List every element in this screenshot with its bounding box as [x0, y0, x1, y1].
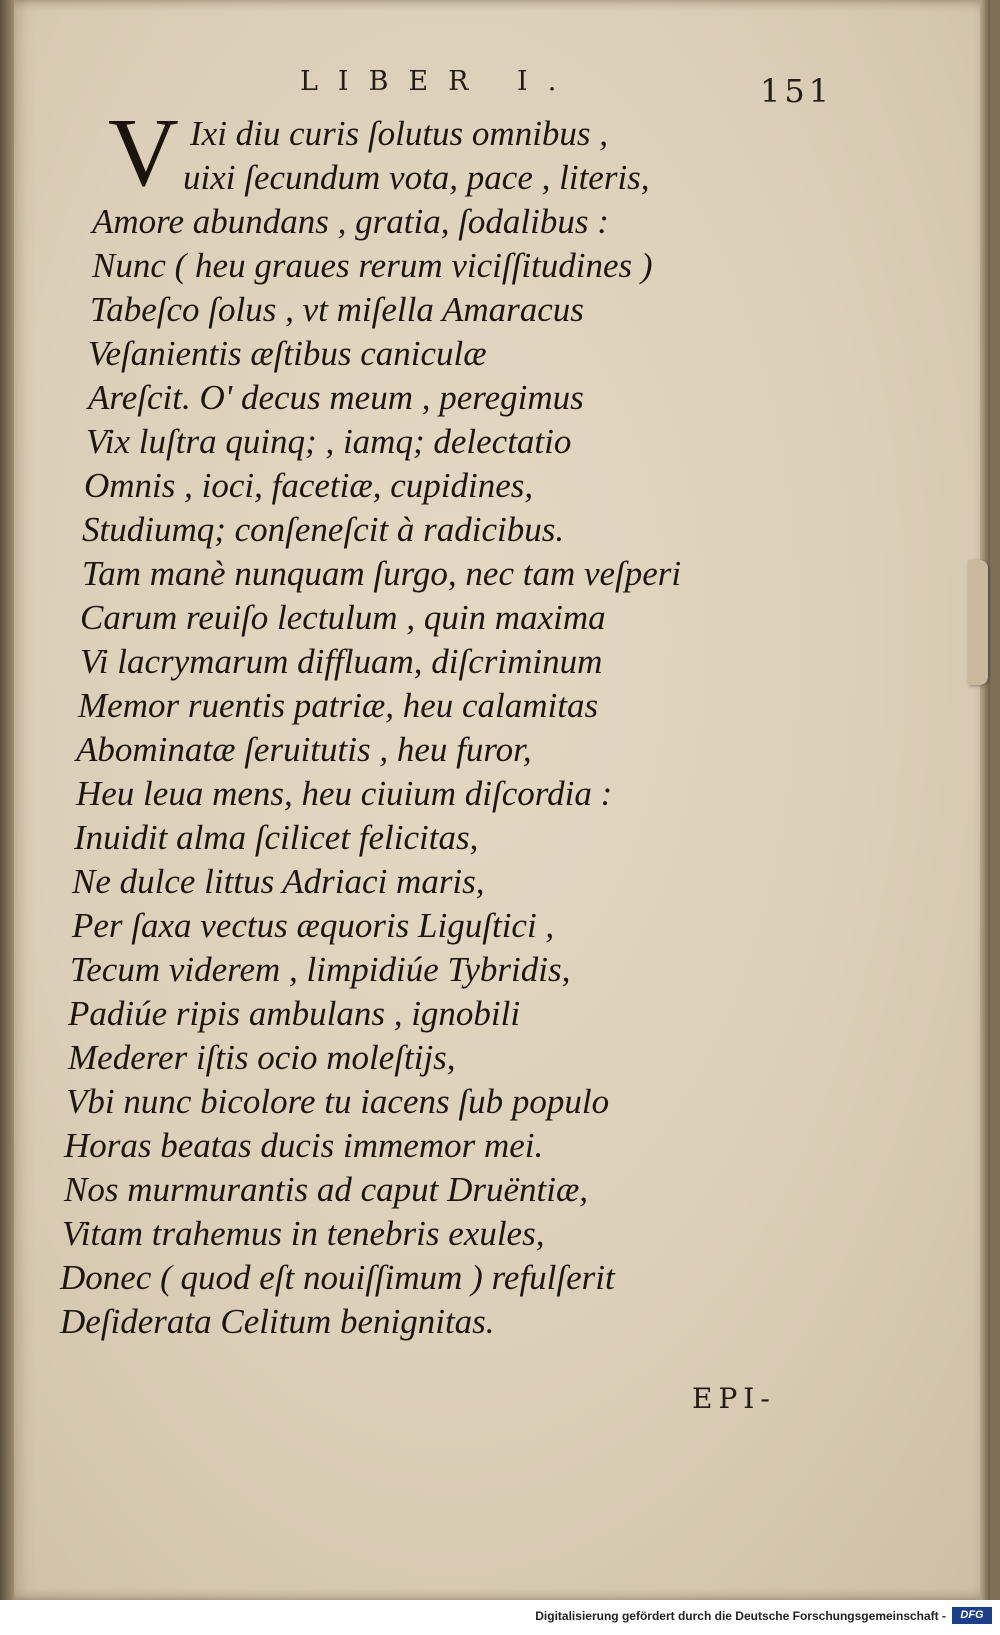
verse-line: Vix luſtra quinq; , iamq; delectatio: [86, 422, 572, 461]
verse-line: Carum reuiſo lectulum , quin maxima: [80, 598, 606, 637]
verse-line: Vitam trahemus in tenebris exules,: [62, 1214, 545, 1253]
verse-line: Padiúe ripis ambulans , ignobili: [68, 994, 521, 1033]
verse-line: Tecum viderem , limpidiúe Tybridis,: [70, 950, 571, 989]
page-number: 151: [760, 72, 834, 110]
verse-line: Vbi nunc bicolore tu iacens ſub populo: [66, 1082, 610, 1121]
catchword: EPI-: [692, 1382, 776, 1415]
verse-line: Nos murmurantis ad caput Druëntiæ,: [64, 1170, 589, 1209]
funding-credit: Digitalisierung gefördert durch die Deutsche Forschungsgemeinschaft -: [535, 1609, 946, 1623]
dfg-logo-icon[interactable]: DFG: [952, 1607, 992, 1624]
verse-line: Inuidit alma ſcilicet felicitas,: [74, 818, 479, 857]
verse-line: Per ſaxa vectus æquoris Liguſtici ,: [72, 906, 555, 945]
drop-cap: V: [108, 99, 179, 207]
verse-line: Areſcit. O' decus meum , peregimus: [88, 378, 584, 417]
verse-line: Ixi diu curis ſolutus omnibus ,: [190, 114, 609, 153]
verse-line: Heu leua mens, heu ciuium diſcordia :: [76, 774, 613, 813]
verse-line: Deſiderata Celitum benignitas.: [60, 1302, 495, 1341]
verse-line: Abominatæ ſeruitutis , heu furor,: [76, 730, 532, 769]
verse-line: Amore abundans , gratia, ſodalibus :: [92, 202, 609, 241]
verse-line: Mederer iſtis ocio moleſtijs,: [68, 1038, 456, 1077]
verse-line: Tam manè nunquam ſurgo, nec tam veſperi: [82, 554, 682, 593]
verse-line: Vi lacrymarum diffluam, diſcriminum: [80, 642, 603, 681]
verse-line: Studiumq; conſeneſcit à radicibus.: [82, 510, 565, 549]
page-edge: [980, 0, 990, 1600]
verse-line: Ne dulce littus Adriaci maris,: [72, 862, 485, 901]
verse-line: uixi ſecundum vota, pace , literis,: [183, 158, 650, 197]
verse-line: Donec ( quod eſt nouiſſimum ) refulſerit: [60, 1258, 615, 1297]
verse-line: Horas beatas ducis immemor mei.: [64, 1126, 544, 1165]
digitization-footer: [0, 1600, 1000, 1635]
verse-line: Nunc ( heu graues rerum viciſſitudines ): [92, 246, 653, 285]
running-head: LIBER I.: [300, 66, 577, 97]
verse-line: Veſanientis æſtibus caniculæ: [88, 334, 487, 373]
verse-line: Omnis , ioci, facetiæ, cupidines,: [84, 466, 534, 505]
page-tab: [968, 560, 988, 685]
verse-line: Memor ruentis patriæ, heu calamitas: [78, 686, 599, 725]
verse-line: Tabeſco ſolus , vt miſella Amaracus: [90, 290, 584, 329]
